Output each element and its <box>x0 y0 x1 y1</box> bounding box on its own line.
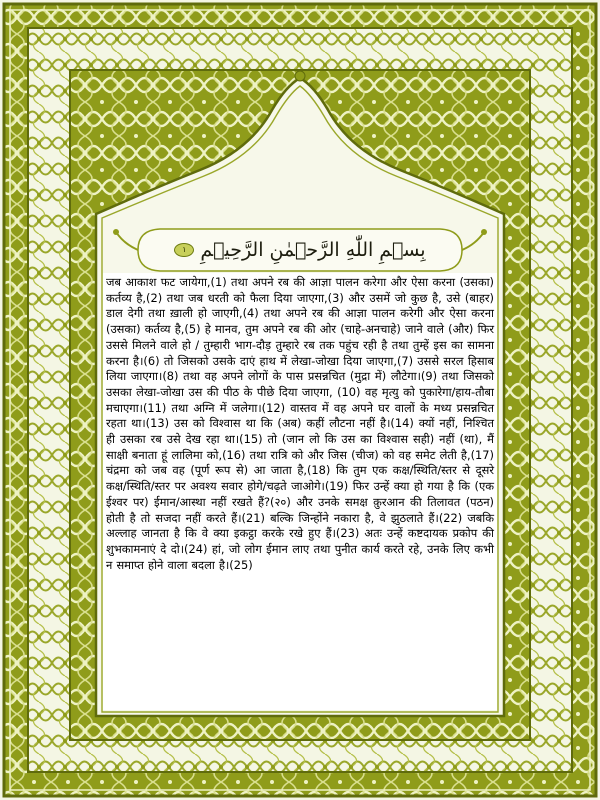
basmala-text: بِسۡمِ اللّٰهِ الرَّحۡمٰنِ الرَّحِيۡمِ <box>200 239 426 261</box>
text-panel <box>103 273 497 710</box>
translation-text: जब आकाश फट जायेगा,(1) तथा अपने रब की आज्ञा पालन करेगा और ऐसा करना (उसका) कर्तव्य है,(2) तथा जब धरती को फैला दिया जाएगा,(3) और उसमें जो कुछ है, उसे (बाहर) डाल देगी तथा ख़ाली हो जाएगी,(4) तथा अपने रब की आज्ञा पालन करेगी और ऐसा करना (उसका) कर्तव्य है,(5) हे मानव, तुम अपने रब की ओर (चाहे-अनचाहे) जाने वाले (और) फिर उससे मिलने वाले हो / तुम्हारी भाग-दौड़ तुम्हारे रब तक पहुंच रही है तथा तुम्हें इस का सामना करना है।(6) तो जिसको उसके दाएं हाथ में लेखा-जोखा दिया जाएगा,(7) उससे सरल हिसाब लिया जाएगा।(8) तथा वह अपने लोगों के पास प्रसन्नचित (मुद्रा में) लौटेगा।(9) तथा जिसको उसका लेखा-जोखा उस की पीठ के पीछे दिया जाएगा, (10) वह मृत्यु को पुकारेगा/हाय-तौबा मचाएगा।(11) तथा अग्नि में जलेगा।(12) वास्तव में वह अपने घर वालों के मध्य प्रसन्नचित रहता था।(13) उस को विश्वास था कि (अब) कहीं लौटना नहीं है।(14) क्यों नहीं, निश्चित ही उसका रब उसे देख रहा था।(15) तो (जान लो कि उस का विश्वास सही) नहीं (था), मैं साक्षी बनाता हूं लालिमा को,(16) तथा रात्रि को और जिस (चीज) को वह समेट लेती है,(17) चंद्रमा को जब वह (पूर्ण रूप से) आ जाता है,(18) कि तुम एक कक्ष/स्थिति/स्तर से दूसरे कक्ष/स्थिति/स्तर पर अवश्य सवार होगे/चढ़ते जाओगे।(19) फिर उन्हें क्या हो गया है कि (एक ईश्वर पर) ईमान/आस्था नहीं रखते हैं?(२०) और उनके समक्ष क़ुरआन की तिलावत (पठन) होती है तो सजदा नहीं करते हैं।(21) बल्कि जिन्होंने नकारा है, वे झुठलाते हैं।(22) जबकि अल्लाह जानता है कि वे क्या इकट्ठा करके रखे हुए हैं।(23) अतः उन्हें कष्टदायक प्रकोप की शुभकामनाएं दे दो।(24) हां, जो लोग ईमान लाए तथा पुनीत कार्य करते रहे, उनके लिए कभी न समाप्त होने वाला बदला है।(25) <box>106 275 494 572</box>
verse-number-mark: ١ <box>174 243 194 257</box>
basmala-heading <box>143 231 457 269</box>
